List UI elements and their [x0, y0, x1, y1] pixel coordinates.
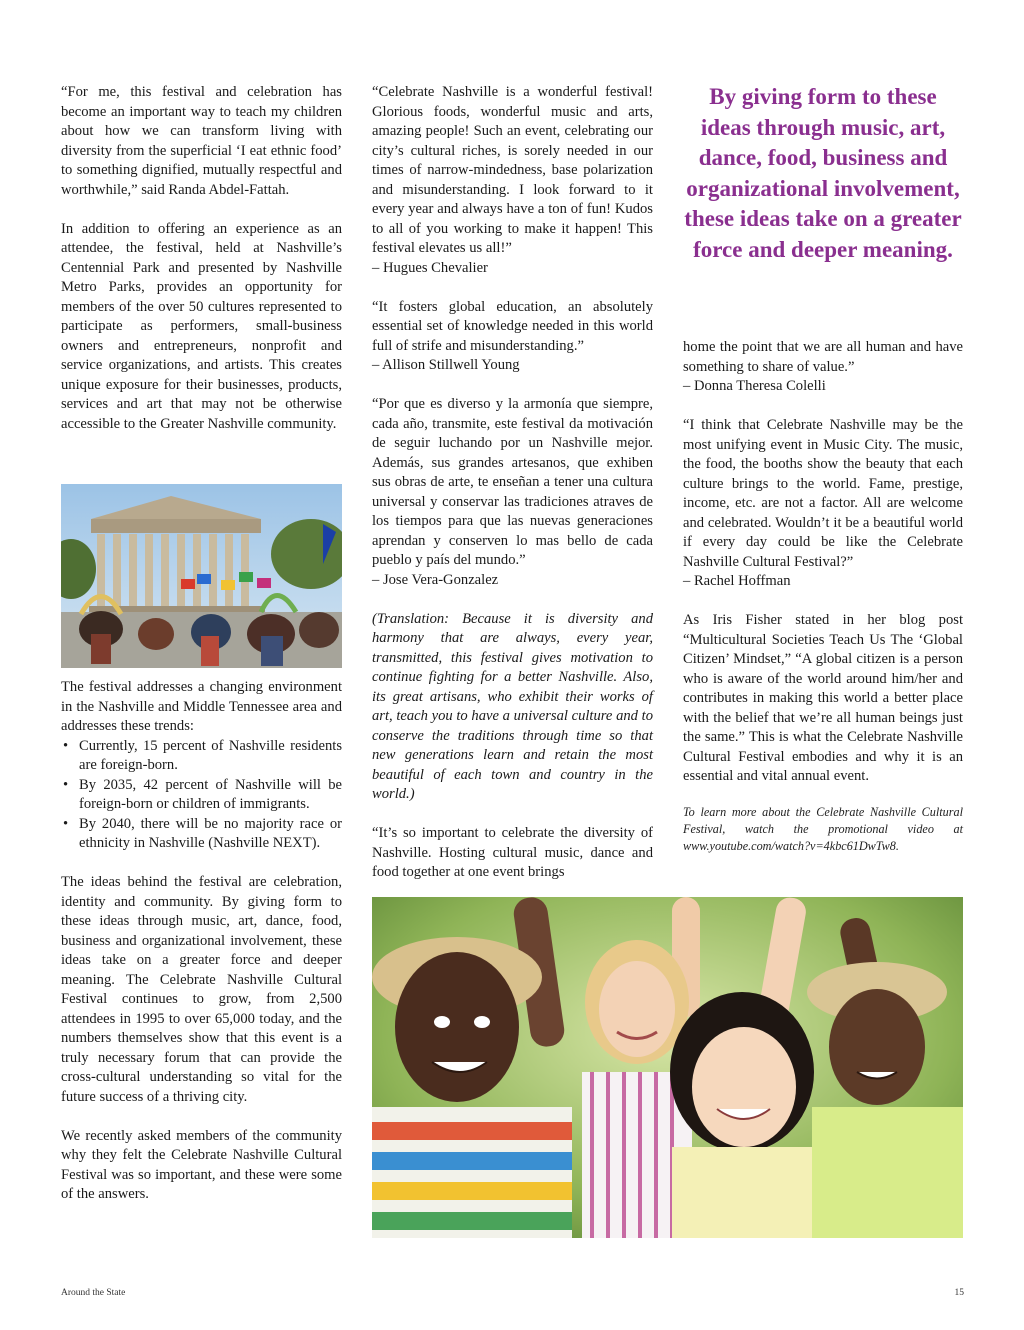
paragraph-iris-fisher: As Iris Fisher stated in her blog post “Multicultural Societies Teach Us The ‘Global Citizen’ Mindset,” “A global citizen is a person who is aware of the world around him/her and contributes in making this world a better place with the belief that we’re all human beings just the same.” This is what the Celebrate Nashville Cultural Festival embodies and why it is an essential and vital annual event. [683, 612, 963, 784]
list-item: • Currently, 15 percent of Nashville residents are foreign-born. [61, 737, 342, 776]
quote-text: “Celebrate Nashville is a wonderful festival! Glorious foods, wonderful music and arts, amazing people! Such an event, celebrating our city’s cultural riches, is sorely needed in our times of narrow-mindedness, base polarization and misunderstanding. I look forward to it every year and always have a ton of fun! Kudos to all of you working to make it happen! This festival elevates us all!” [372, 84, 653, 256]
quote-attribution: – Hugues Chevalier [372, 259, 488, 276]
quote-stillwell-young [372, 298, 653, 376]
quote-text: “Por que es diverso y la armonía que siempre, cada año, transmite, este festival da motivación de seguir luchando por un Nashville mejor. Además, sus grandes artesanos, que exhiben sus obras de arte, te enseñan a tener una cultura universal y conservar las tradiciones atraves de los tiempos para que las nuevas generaciones aprendan y conserven lo mas bello de cada pueblo y país del mundo.” [372, 396, 653, 568]
pull-quote: By giving form to these ideas through music, art, dance, food, business and organizational involvement, these ideas take on a greater force and deeper meaning. [684, 84, 962, 262]
quote-attribution: – Jose Vera-Gonzalez [372, 571, 499, 588]
quote-text: “It fosters global education, an absolutely essential set of knowledge needed in this world full of strife and misunderstanding.” [372, 298, 653, 354]
trends-list [61, 737, 342, 854]
list-item: • By 2035, 42 percent of Nashville will be foreign-born or children of immigrants. [61, 776, 342, 815]
paragraph-ideas-behind: The ideas behind the festival are celebration, identity and community. By giving form to these ideas through music, art, dance, food, business and organizational involvement, these ideas take on a greater force and deeper meaning. The Celebrate Nashville Cultural Festival continues to grow, from 2,500 attendees in 1995 to over 65,000 today, and the numbers themselves show that this event is a truly necessary forum that can provide the cross-cultural understanding so vital for the future success of a thriving city. [61, 874, 342, 1105]
quote-colelli-end [683, 338, 963, 397]
children-photo [372, 897, 963, 1238]
quote-text: “I think that Celebrate Nashville may be the most unifying event in Music City. The music, the food, the booths show the beauty that each culture brings to the world. Fame, prestige, income, etc. are not a factor. All are welcome and celebrated. Wouldn’t it be a beautiful world if every day could be like the Celebrate Nashville Cultural Festival?” [683, 417, 963, 570]
column-right [683, 338, 963, 787]
paragraph-abdel-fattah-quote: “For me, this festival and celebration has become an important way to teach my children about how we can transform living with diversity from the superficial ‘I eat ethnic food’ to something dignified, mutually respectful and worthwhile,” said Randa Abdel-Fattah. [61, 84, 342, 198]
learn-more-note: To learn more about the Celebrate Nashville Cultural Festival, watch the promotional video at www.youtube.com/watch?v=4kbc61DwTw8. [683, 805, 963, 853]
quote-attribution: – Allison Stillwell Young [372, 357, 520, 373]
quote-hoffman [683, 416, 963, 592]
parthenon-festival-photo [61, 484, 342, 668]
quote-vera-gonzalez [372, 395, 653, 590]
paragraph-recently-asked: We recently asked members of the community why they felt the Celebrate Nashville Cultural Festival was so important, and these were some of the answers. [61, 1127, 342, 1202]
paragraph-changing-environment: The festival addresses a changing environment in the Nashville and Middle Tennessee area and addresses these trends: [61, 679, 342, 734]
column-middle [372, 83, 653, 883]
column-left-lower [61, 678, 342, 1205]
quote-attribution: – Donna Theresa Colelli [683, 378, 826, 394]
list-item: • By 2040, there will be no majority race or ethnicity in Nashville (Nashville NEXT). [61, 815, 342, 854]
footer-section-label: Around the State [61, 1288, 126, 1298]
page-number: 15 [954, 1288, 964, 1298]
translation-note: (Translation: Because it is diversity and harmony that are always, every year, transmitted, this festival gives motivation to continue fighting for a better Nashville. Also, its great artisans, who exhibit their works of art, teach you to have a universal culture and to conserve the traditions through time so that new generations learn and retain the most beautiful of each town and country in the world.) [372, 610, 653, 802]
quote-attribution: – Rachel Hoffman [683, 573, 791, 589]
quote-text: home the point that we are all human and have something to share of value.” [683, 339, 963, 375]
column-left [61, 83, 342, 434]
quote-colelli-start: “It’s so important to celebrate the diversity of Nashville. Hosting cultural music, dance and food together at one event brings [372, 825, 653, 880]
quote-chevalier [372, 83, 653, 278]
paragraph-festival-opportunity: In addition to offering an experience as an attendee, the festival, held at Nashville’s Centennial Park and presented by Nashville Metro Parks, provides an opportunity for members of the over 50 cultures represented to participate as performers, small-business owners and entrepreneurs, nonprofit and service organizations, and artists. This creates unique exposure for their businesses, products, services and art that may not be otherwise accessible to the Greater Nashville community. [61, 220, 342, 432]
